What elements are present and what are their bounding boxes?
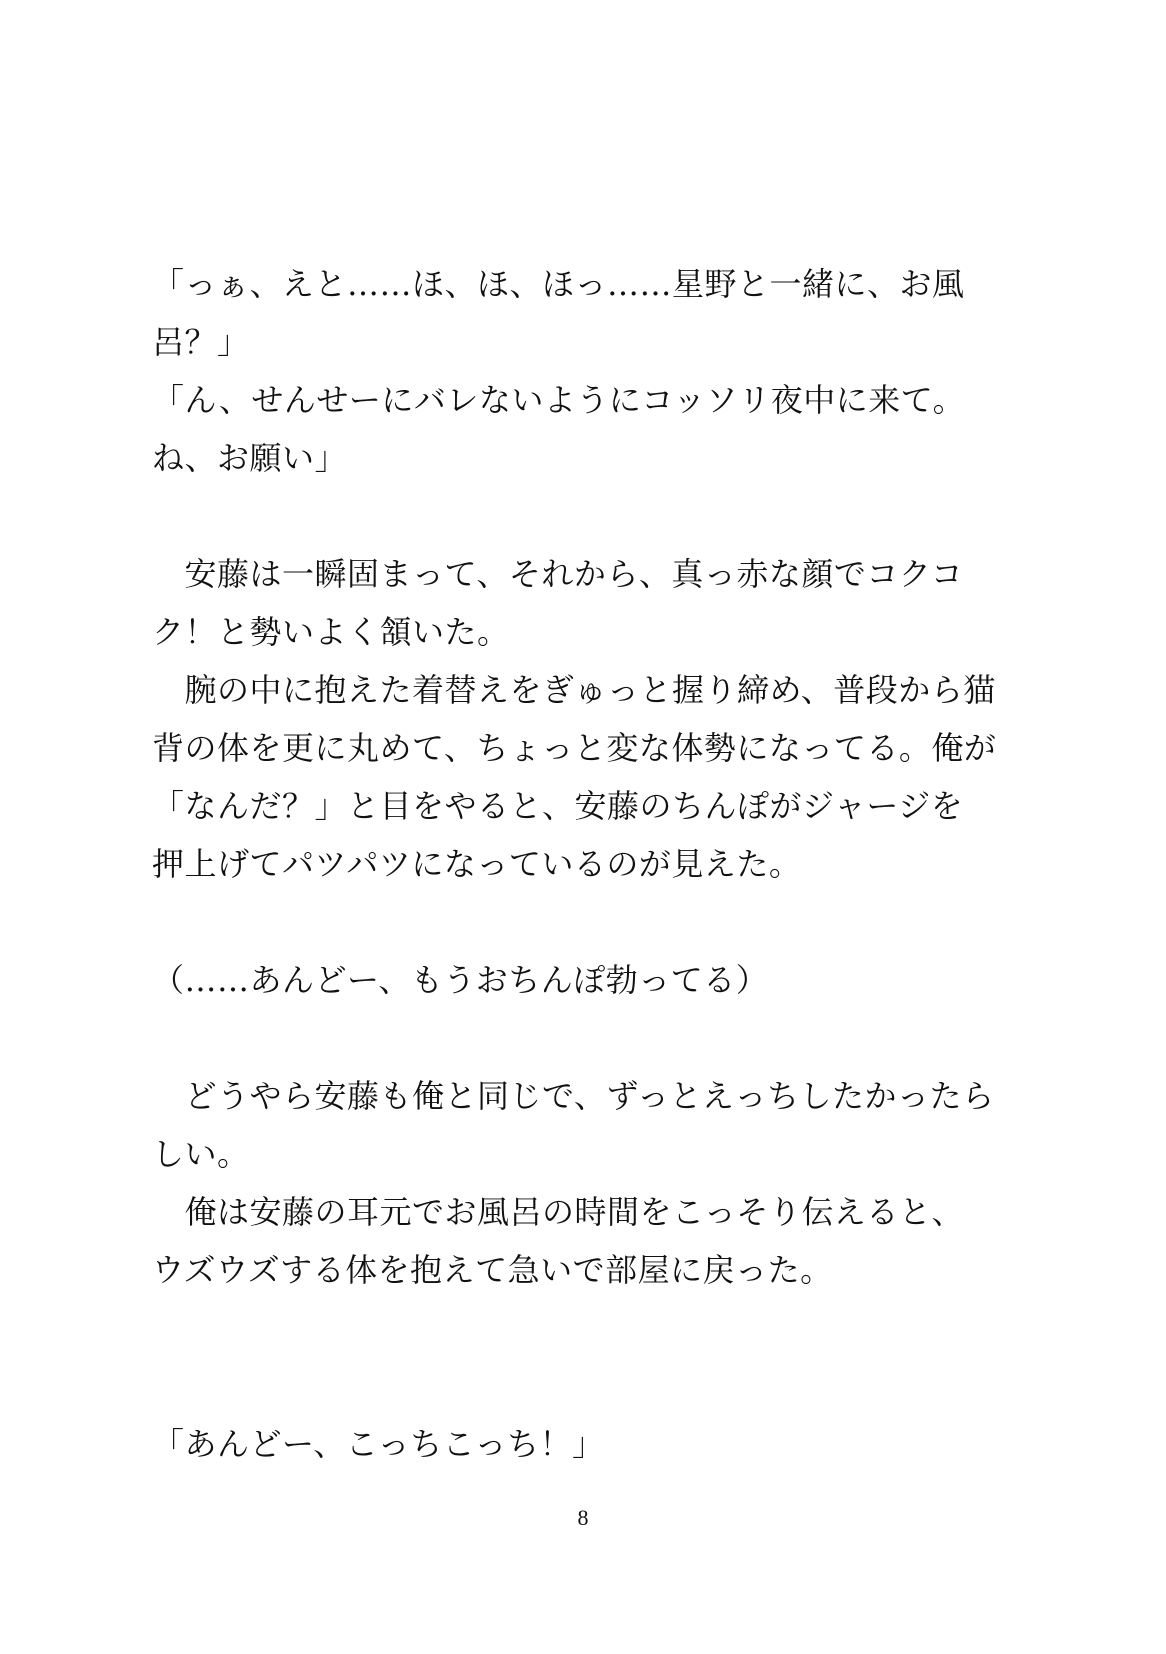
body-text <box>152 255 1027 1473</box>
text-line: 「っぁ、えと……ほ、ほ、ほっ……星野と一緒に、お風 <box>152 265 965 303</box>
text-line: 「あんどー、こっちこっち！」 <box>152 1425 605 1463</box>
text-line: しい。 <box>152 1135 250 1173</box>
text-line: 俺は安藤の耳元でお風呂の時間をこっそり伝えると、 <box>152 1193 964 1231</box>
text-line: 背の体を更に丸めて、ちょっと変な体勢になってる。俺が <box>152 729 997 767</box>
text-line: （……あんどー、もうおちんぽ勃ってる） <box>152 961 769 999</box>
text-line: ウズウズする体を抱えて急いで部屋に戻った。 <box>152 1251 833 1289</box>
text-line: ク！と勢いよく頷いた。 <box>152 613 510 651</box>
blank-line <box>152 893 1027 951</box>
text-line: 安藤は一瞬固まって、それから、真っ赤な顔でコクコ <box>152 555 964 593</box>
text-line: 「なんだ？」と目をやると、安藤のちんぽがジャージを <box>152 787 964 825</box>
text-line: どうやら安藤も俺と同じで、ずっとえっちしたかったら <box>152 1077 995 1115</box>
text-line: 「ん、せんせーにバレないようにコッソリ夜中に来て。 <box>152 381 966 419</box>
blank-line <box>152 487 1027 545</box>
blank-line <box>152 1009 1027 1067</box>
text-line: 腕の中に抱えた着替えをぎゅっと握り締め、普段から猫 <box>152 671 996 709</box>
text-line: ね、お願い」 <box>152 439 348 477</box>
text-line: 押上げてパツパツになっているのが見えた。 <box>152 845 802 883</box>
text-line: 呂？」 <box>152 323 250 361</box>
page-number: 8 <box>577 1505 589 1530</box>
blank-line <box>152 1299 1027 1357</box>
blank-line <box>152 1357 1027 1415</box>
